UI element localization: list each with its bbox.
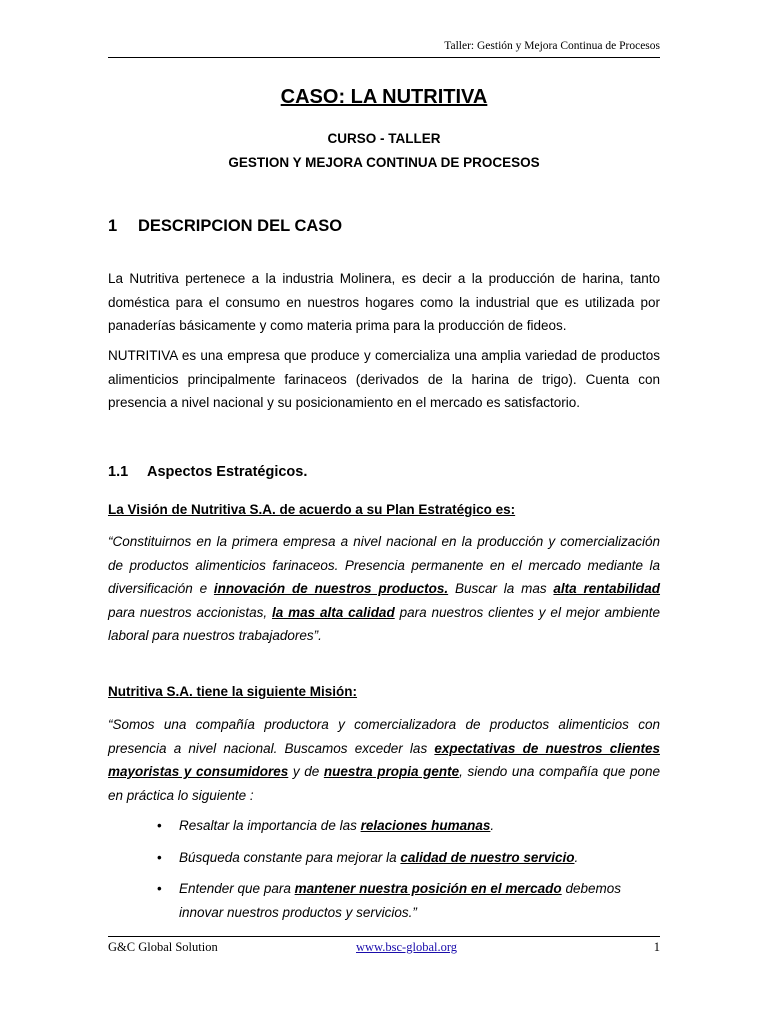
footer-company: G&C Global Solution — [108, 940, 218, 954]
page-footer — [108, 940, 660, 956]
subtitle-topic: GESTION Y MEJORA CONTINUA DE PROCESOS — [228, 155, 540, 170]
bullet-text: Búsqueda constante para mejorar la — [179, 849, 401, 865]
subsection-number: 1.1 — [108, 464, 129, 480]
mission-emphasis-people: nuestra propia gente — [323, 764, 460, 779]
bullet-emphasis: calidad de nuestro servicio — [400, 849, 575, 865]
vision-statement — [108, 530, 660, 648]
mission-text-2: y de — [288, 764, 324, 779]
vision-emphasis-profit: alta rentabilidad — [553, 581, 661, 596]
bullet-text-end: debemos innovar nuestros productos y servicios.” — [179, 881, 621, 920]
vision-label: La Visión de Nutritiva S.A. de acuerdo a su Plan Estratégico es: — [108, 502, 516, 517]
vision-text-2: Buscar la mas — [448, 581, 554, 596]
section-heading-1 — [108, 217, 342, 236]
mission-statement — [108, 713, 660, 807]
subtitle-course: CURSO - TALLER — [327, 131, 441, 146]
list-item — [108, 877, 660, 924]
mission-text-3: , siendo una compañía que pone en práctica lo siguiente : — [108, 764, 660, 803]
bullet-text-end: . — [490, 818, 495, 833]
footer-rule — [108, 936, 660, 937]
vision-text-4: para nuestros clientes y el mejor ambiente laboral para nuestros trabajadores”. — [108, 604, 660, 643]
bullet-icon: • — [157, 818, 162, 833]
mission-label: Nutritiva S.A. tiene la siguiente Misión: — [108, 684, 358, 699]
vision-text-3: para nuestros accionistas, — [108, 604, 272, 620]
mission-bullet-list — [108, 814, 660, 924]
subsection-title: Aspectos Estratégicos. — [147, 464, 308, 480]
bullet-emphasis: mantener nuestra posición en el mercado — [294, 881, 562, 896]
vision-text-1: “Constituirnos en la primera empresa a nivel nacional en la producción y comercialización de productos alimenticios farinaceos. Presencia permanente en el mercado mediante la diversificación e — [108, 534, 660, 596]
bullet-text: Resaltar la importancia de las — [179, 818, 361, 833]
list-item — [108, 814, 660, 838]
section-number: 1 — [108, 217, 118, 235]
paragraph-company: NUTRITIVA es una empresa que produce y comercializa una amplia variedad de productos alimenticios principalmente farinaceos (derivados de la harina de trigo). Cuenta con presencia a nivel nacional y su posicionamiento en el mercado es satisfactorio. — [108, 348, 660, 410]
vision-emphasis-quality: la mas alta calidad — [271, 604, 395, 620]
section-title: DESCRIPCION DEL CASO — [138, 217, 343, 235]
section-heading-1-1 — [108, 464, 307, 480]
bullet-icon: • — [157, 881, 162, 896]
bullet-icon: • — [157, 849, 162, 865]
header-rule — [108, 57, 660, 58]
bullet-text-end: . — [574, 849, 579, 865]
paragraph-industry: La Nutritiva pertenece a la industria Molinera, es decir a la producción de harina, tanto doméstica para el consumo en nuestros hogares como la industrial que es utilizada por panaderías básicamente y como materia prima para la producción de fideos. — [108, 271, 660, 333]
footer-url-link[interactable]: www.bsc-global.org — [356, 940, 458, 954]
bullet-emphasis: relaciones humanas — [360, 818, 491, 833]
mission-emphasis-expectations: expectativas de nuestros clientes mayoristas y consumidores — [108, 740, 660, 779]
document-title: CASO: LA NUTRITIVA — [280, 86, 488, 108]
vision-emphasis-innovation: innovación de nuestros productos. — [213, 581, 449, 596]
running-header: Taller: Gestión y Mejora Continua de Procesos — [444, 40, 660, 52]
list-item — [108, 846, 660, 870]
page-number: 1 — [653, 940, 660, 954]
bullet-text: Entender que para — [179, 881, 295, 896]
mission-text-1: “Somos una compañía productora y comercializadora de productos alimenticios con presencia a nivel nacional. Buscamos exceder las — [108, 717, 660, 756]
